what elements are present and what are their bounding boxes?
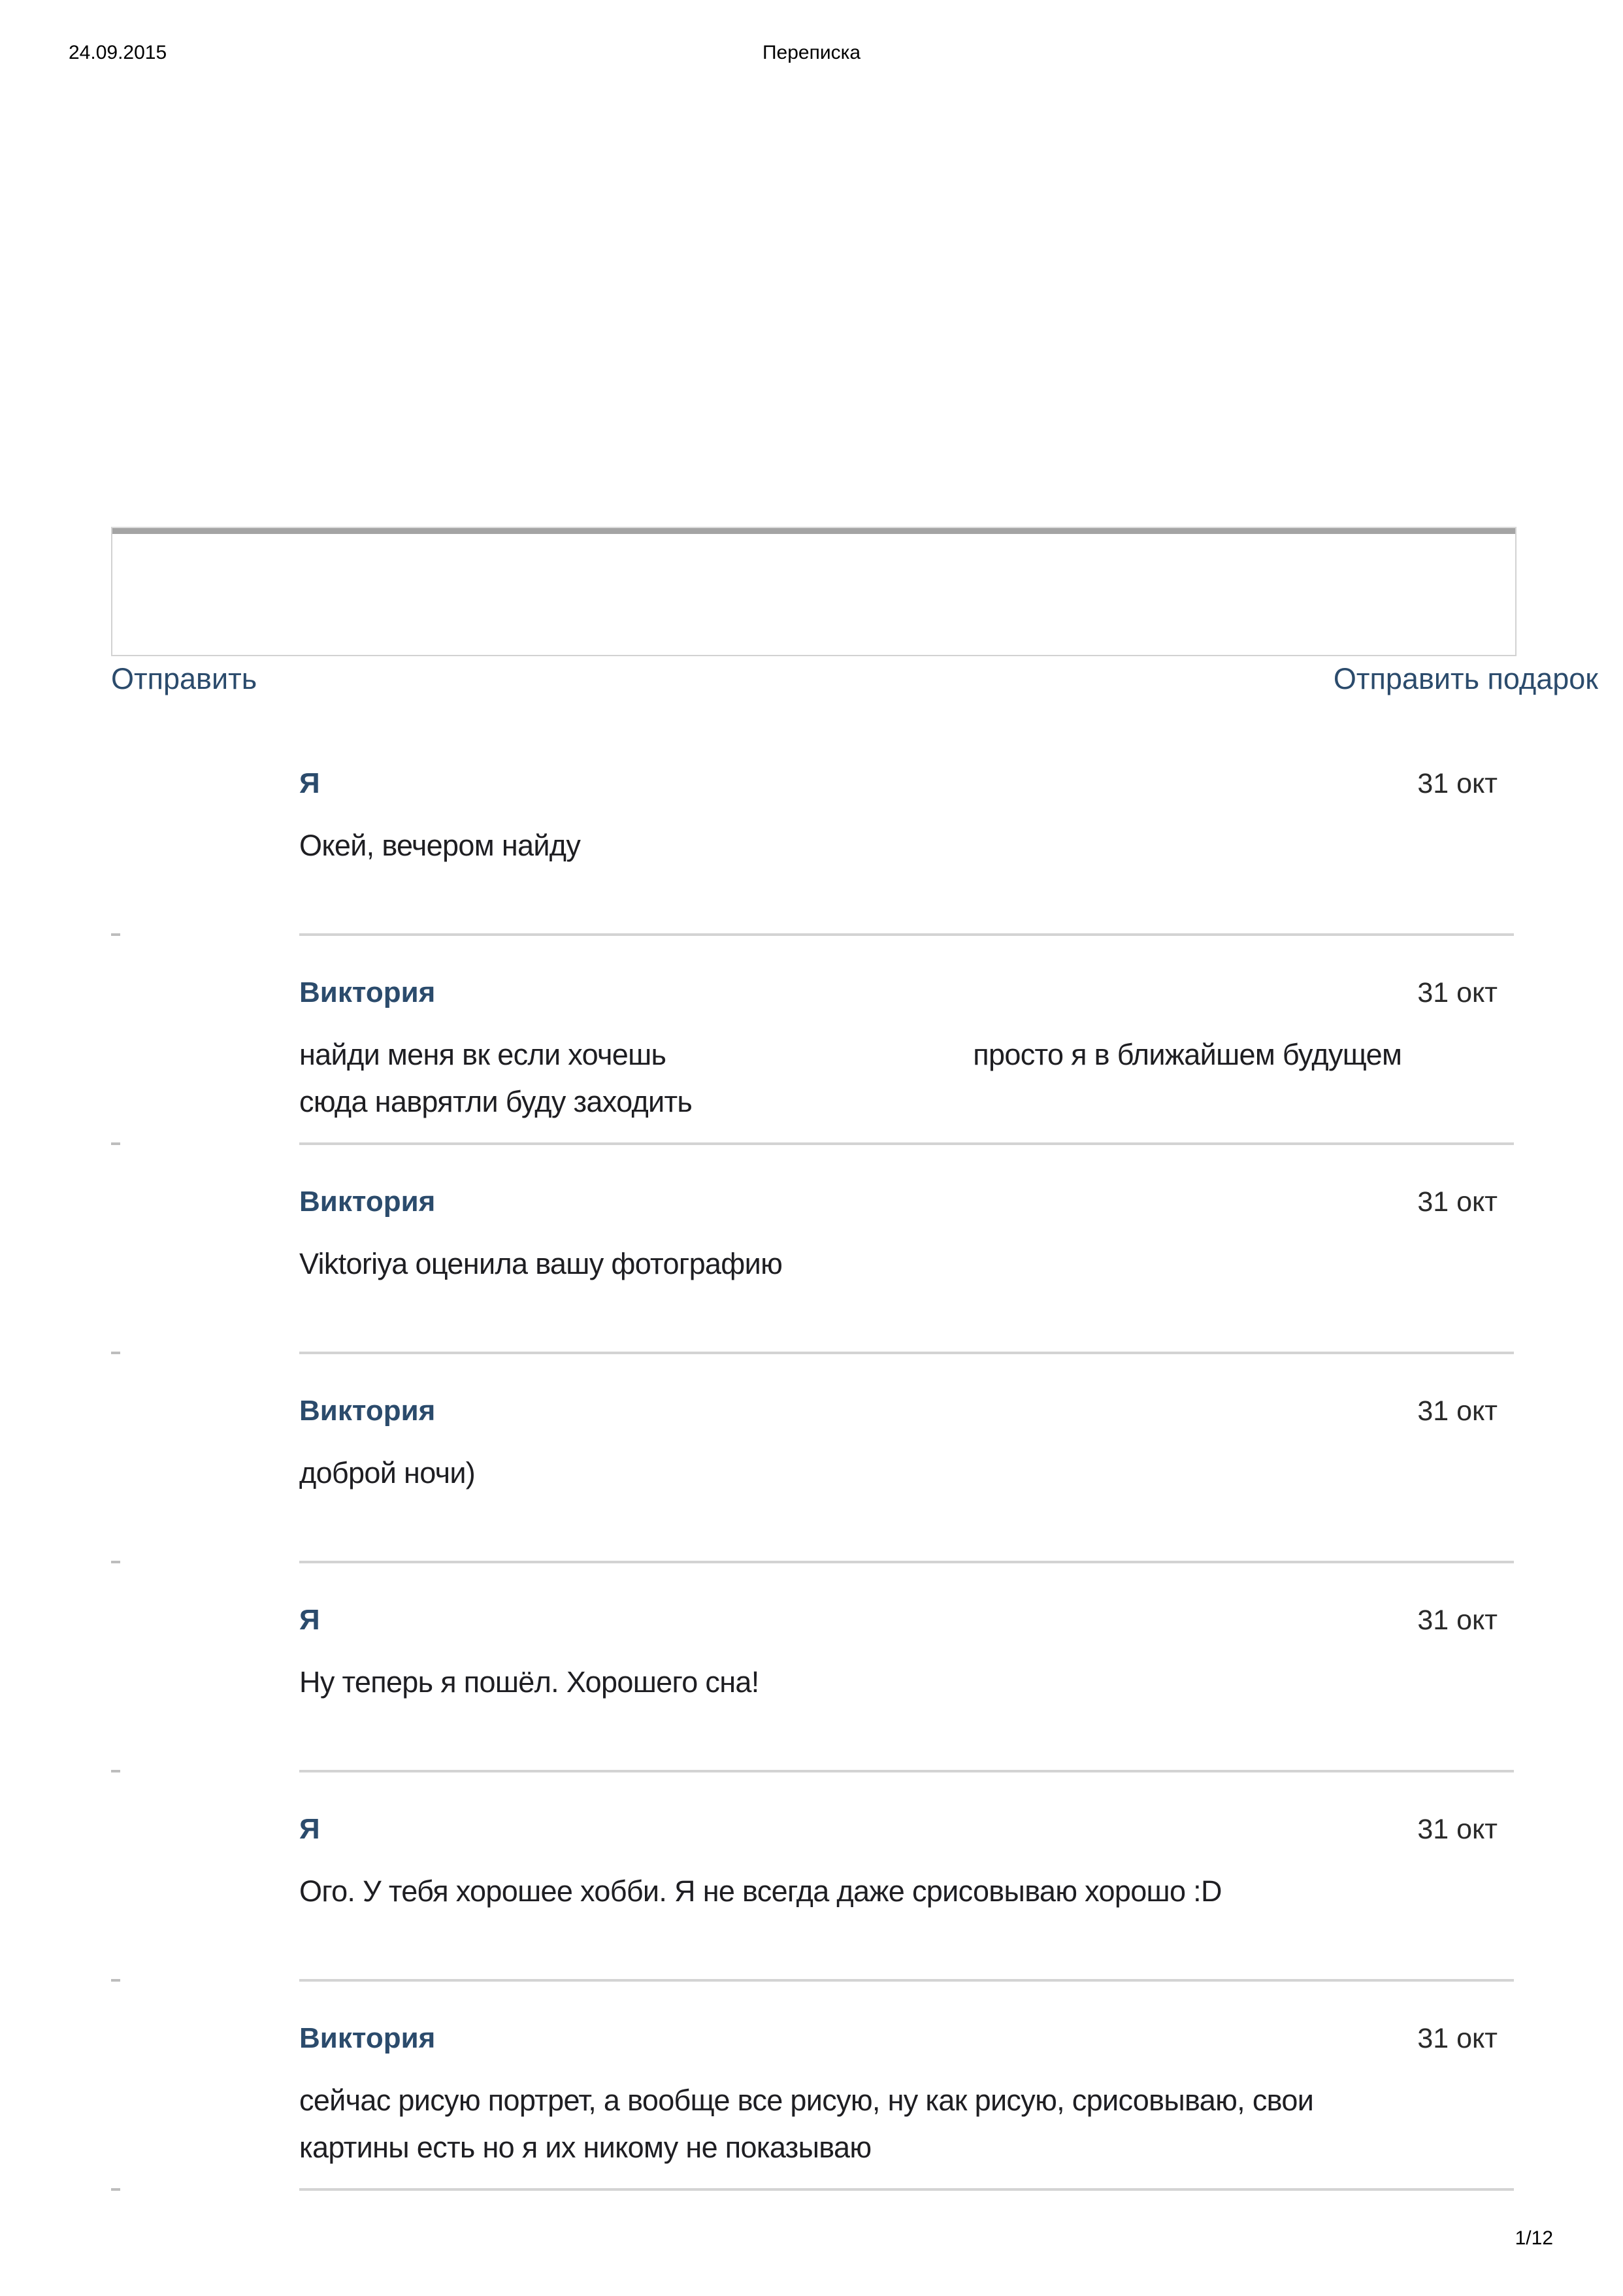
message-text-segment: сюда наврятли буду заходить bbox=[299, 1085, 693, 1118]
message-text-segment: сейчас рисую портрет, а вообще все рисую, ну как рисую, срисовываю, свои bbox=[299, 2084, 1314, 2117]
message-text-segment: доброй ночи) bbox=[299, 1456, 476, 1489]
message-date: 31 окт bbox=[1417, 1605, 1498, 1636]
message-list bbox=[299, 727, 1514, 2191]
message-date: 31 окт bbox=[1417, 977, 1498, 1008]
textarea-scrollbar bbox=[112, 528, 1515, 534]
message-header bbox=[299, 1604, 1514, 1640]
message-block bbox=[299, 727, 1514, 936]
message-sender-link[interactable]: Виктория bbox=[299, 1186, 436, 1218]
message-text bbox=[299, 1031, 1514, 1125]
message-input[interactable] bbox=[112, 534, 1518, 653]
message-header bbox=[299, 1395, 1514, 1431]
message-text-segment: Ого. У тебя хорошее хобби. Я не всегда даже срисовываю хорошо :D bbox=[299, 1874, 1222, 1908]
left-margin-dash bbox=[111, 1561, 120, 1563]
message-text bbox=[299, 1240, 1514, 1288]
left-margin-dash bbox=[111, 1770, 120, 1772]
message-text bbox=[299, 1868, 1514, 1915]
message-date: 31 окт bbox=[1417, 768, 1498, 799]
message-header bbox=[299, 767, 1514, 804]
message-text-segment: Окей, вечером найду bbox=[299, 829, 581, 862]
send-gift-button[interactable]: Отправить подарок bbox=[1333, 662, 1598, 695]
message-block bbox=[299, 1563, 1514, 1772]
message-sender-link[interactable]: Я bbox=[299, 1813, 320, 1845]
print-header-date: 24.09.2015 bbox=[69, 42, 167, 63]
message-sender-link[interactable]: Виктория bbox=[299, 976, 436, 1008]
message-sender-link[interactable]: Виктория bbox=[299, 2022, 436, 2054]
message-text-segment: просто я в ближайшем будущем bbox=[973, 1038, 1402, 1071]
message-text bbox=[299, 822, 1514, 869]
message-text-segment: найди меня вк если хочешь bbox=[299, 1038, 666, 1071]
send-button[interactable]: Отправить bbox=[111, 662, 257, 695]
message-block bbox=[299, 1982, 1514, 2191]
message-header bbox=[299, 976, 1514, 1013]
message-date: 31 окт bbox=[1417, 2023, 1498, 2054]
message-text-segment: Ну теперь я пошёл. Хорошего сна! bbox=[299, 1665, 759, 1699]
print-footer-page-number: 1/12 bbox=[1515, 2227, 1553, 2249]
message-text-segment: Viktoriya оценила вашу фотографию bbox=[299, 1247, 783, 1280]
left-margin-dash bbox=[111, 1352, 120, 1354]
message-date: 31 окт bbox=[1417, 1395, 1498, 1427]
message-sender-link[interactable]: Я bbox=[299, 1604, 320, 1636]
left-margin-dash bbox=[111, 1979, 120, 1982]
text-gap bbox=[666, 1064, 973, 1065]
message-text bbox=[299, 1659, 1514, 1706]
message-sender-link[interactable]: Виктория bbox=[299, 1395, 436, 1427]
message-date: 31 окт bbox=[1417, 1186, 1498, 1218]
message-date: 31 окт bbox=[1417, 1814, 1498, 1845]
message-compose-box bbox=[111, 527, 1516, 656]
message-text bbox=[299, 2077, 1514, 2171]
message-header bbox=[299, 1186, 1514, 1222]
left-margin-dash bbox=[111, 2188, 120, 2191]
message-block bbox=[299, 936, 1514, 1145]
message-sender-link[interactable]: Я bbox=[299, 767, 320, 799]
message-text-segment: картины есть но я их никому не показываю bbox=[299, 2131, 872, 2164]
message-header bbox=[299, 1813, 1514, 1850]
message-block bbox=[299, 1145, 1514, 1354]
left-margin-dash bbox=[111, 933, 120, 936]
message-text bbox=[299, 1450, 1514, 1497]
message-block bbox=[299, 1354, 1514, 1563]
message-header bbox=[299, 2022, 1514, 2059]
left-margin-dash bbox=[111, 1142, 120, 1145]
print-header-title: Переписка bbox=[762, 42, 861, 63]
message-block bbox=[299, 1772, 1514, 1982]
